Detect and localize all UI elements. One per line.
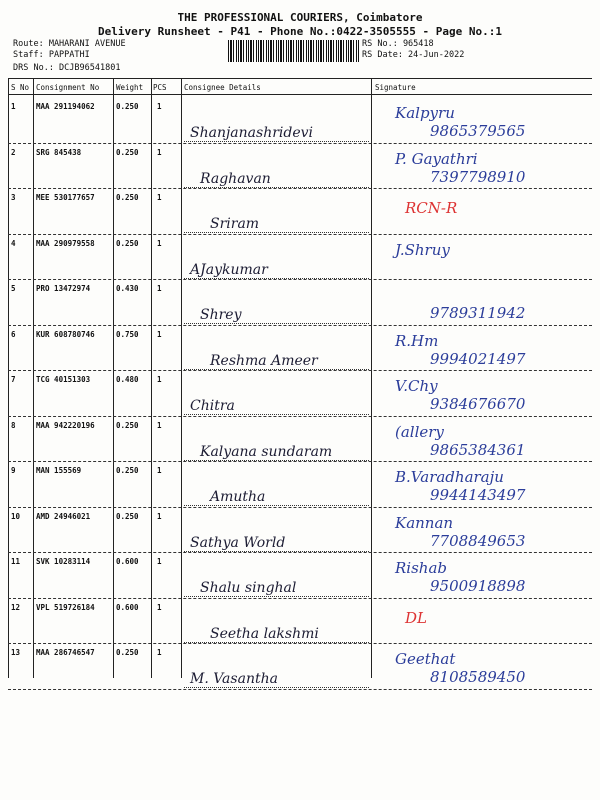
consignment-number: MAA 290979558 [36, 238, 95, 248]
consignment-number: TCG 40151303 [36, 375, 91, 384]
phone-handwritten: 9994021497 [430, 349, 526, 368]
column-divider [113, 78, 114, 678]
row-serial-number: 12 [11, 602, 21, 612]
phone-handwritten: 7397798910 [430, 167, 526, 186]
row-separator [8, 689, 592, 690]
weight-value: 0.250 [116, 238, 139, 248]
barcode [228, 40, 360, 62]
row-separator [8, 370, 592, 371]
row-serial-number: 2 [11, 147, 16, 157]
row-separator [8, 552, 592, 553]
row-serial-number: 1 [11, 102, 16, 111]
consignment-number: PRO 13472974 [36, 284, 91, 293]
row-serial-number: 8 [11, 420, 16, 430]
consignment-number: MAA 286746547 [36, 648, 95, 657]
weight-value: 0.480 [116, 375, 139, 384]
phone-handwritten: 7708849653 [430, 531, 526, 550]
column-divider [33, 78, 34, 678]
row-separator [8, 416, 592, 417]
pieces-count: 1 [157, 602, 162, 612]
row-serial-number: 9 [11, 466, 16, 475]
phone-handwritten: 9865379565 [430, 122, 526, 140]
row-separator [8, 279, 592, 280]
row-separator [8, 143, 592, 144]
row-serial-number: 3 [11, 193, 16, 202]
pieces-count: 1 [157, 238, 162, 248]
consignee-name-handwritten: Kalyana sundaram [200, 443, 333, 460]
consignee-name-handwritten: Sathya World [190, 534, 286, 551]
column-divider [8, 78, 9, 678]
consignment-number: MAA 291194062 [36, 102, 95, 111]
column-divider [371, 78, 372, 678]
row-separator [8, 188, 592, 189]
weight-value: 0.250 [116, 147, 139, 157]
consignment-number: MEE 530177657 [36, 193, 95, 202]
table-top-border [8, 78, 592, 79]
row-separator [8, 234, 592, 235]
table-header-border [8, 94, 592, 95]
col-header-consignee: Consignee Details [184, 83, 261, 92]
phone-handwritten: 9865384361 [430, 440, 526, 459]
signature-handwritten: Kannan [395, 513, 454, 532]
row-serial-number: 11 [11, 557, 21, 566]
row-serial-number: 6 [11, 329, 16, 339]
col-header-signature: Signature [375, 83, 416, 92]
row-separator [8, 643, 592, 644]
row-serial-number: 7 [11, 375, 16, 384]
document-title: THE PROFESSIONAL COURIERS, Coimbatore [177, 11, 423, 24]
consignee-name-handwritten: AJaykumar [190, 261, 268, 278]
row-separator [8, 325, 592, 326]
signature-handwritten: Rishab [395, 559, 447, 577]
rs-date: RS Date: 24-Jun-2022 [362, 50, 465, 60]
pieces-count: 1 [157, 511, 162, 521]
pieces-count: 1 [157, 648, 162, 657]
weight-value: 0.600 [116, 557, 139, 566]
row-serial-number: 5 [11, 284, 16, 293]
row-separator [8, 598, 592, 599]
consignment-number: SVK 10283114 [36, 557, 91, 566]
consignee-name-handwritten: Reshma Ameer [210, 352, 318, 369]
signature-handwritten: Geethat [395, 650, 456, 668]
consignee-name-handwritten: Chitra [190, 398, 235, 414]
col-header-consignment: Consignment No [36, 83, 100, 92]
staff-label: Staff: PAPPATHI [13, 50, 90, 60]
phone-handwritten: 9789311942 [430, 304, 526, 322]
weight-value: 0.750 [116, 329, 139, 339]
consignment-number: MAA 942220196 [36, 420, 95, 430]
weight-value: 0.250 [116, 193, 139, 202]
delivery-stamp: DL [405, 608, 427, 627]
consignment-number: MAN 155569 [36, 466, 82, 475]
weight-value: 0.250 [116, 511, 139, 521]
consignee-name-handwritten: Amutha [210, 489, 266, 505]
signature-handwritten: J.Shruy [395, 240, 450, 259]
pieces-count: 1 [157, 284, 162, 293]
consignee-name-handwritten: Seetha lakshmi [210, 625, 319, 642]
col-header-pcs: PCS [153, 83, 167, 92]
pieces-count: 1 [157, 375, 162, 384]
weight-value: 0.250 [116, 102, 139, 111]
column-divider [151, 78, 152, 678]
route-label: Route: MAHARANI AVENUE [13, 39, 126, 49]
phone-handwritten: 9384676670 [430, 395, 526, 413]
pieces-count: 1 [157, 193, 162, 202]
consignee-name-handwritten: Shanjanashridevi [190, 125, 314, 141]
phone-handwritten: 8108589450 [430, 668, 526, 686]
col-header-weight: Weight [116, 83, 144, 92]
consignment-number: VPL 519726184 [36, 602, 95, 612]
row-serial-number: 4 [11, 238, 16, 248]
signature-handwritten: (allery [395, 422, 444, 441]
runsheet-subtitle: Delivery Runsheet - P41 - Phone No.:0422-3505555 - Page No.:1 [98, 25, 502, 38]
pieces-count: 1 [157, 102, 162, 111]
signature-handwritten: V.Chy [395, 377, 438, 395]
phone-handwritten: 9500918898 [430, 577, 526, 595]
consignment-number: KUR 608780746 [36, 329, 95, 339]
drs-number: DRS No.: DCJB96541801 [13, 63, 121, 73]
consignee-name-handwritten: Shrey [200, 307, 242, 323]
delivery-stamp: RCN-R [405, 199, 458, 217]
weight-value: 0.430 [116, 284, 139, 293]
consignment-number: SRG 845438 [36, 147, 82, 157]
weight-value: 0.250 [116, 648, 139, 657]
consignee-name-handwritten: Shalu singhal [200, 580, 297, 596]
pieces-count: 1 [157, 420, 162, 430]
weight-value: 0.250 [116, 420, 139, 430]
pieces-count: 1 [157, 147, 162, 157]
row-separator [8, 507, 592, 508]
signature-handwritten: P. Gayathri [395, 149, 478, 168]
row-serial-number: 13 [11, 648, 21, 657]
weight-value: 0.250 [116, 466, 139, 475]
pieces-count: 1 [157, 557, 162, 566]
signature-handwritten: B.Varadharaju [395, 468, 504, 486]
consignee-name-handwritten: Raghavan [200, 170, 271, 187]
consignment-number: AMD 24946021 [36, 511, 91, 521]
weight-value: 0.600 [116, 602, 139, 612]
pieces-count: 1 [157, 466, 162, 475]
consignee-name-handwritten: Sriram [210, 216, 260, 232]
col-header-sno: S No [11, 83, 30, 92]
signature-handwritten: Kalpyru [395, 104, 455, 122]
phone-handwritten: 9944143497 [430, 486, 526, 504]
pieces-count: 1 [157, 329, 162, 339]
rs-number: RS No.: 965418 [362, 39, 434, 49]
signature-handwritten: R.Hm [395, 331, 439, 350]
consignee-name-handwritten: M. Vasantha [190, 671, 278, 687]
row-serial-number: 10 [11, 511, 21, 521]
column-divider [181, 78, 182, 678]
row-separator [8, 461, 592, 462]
